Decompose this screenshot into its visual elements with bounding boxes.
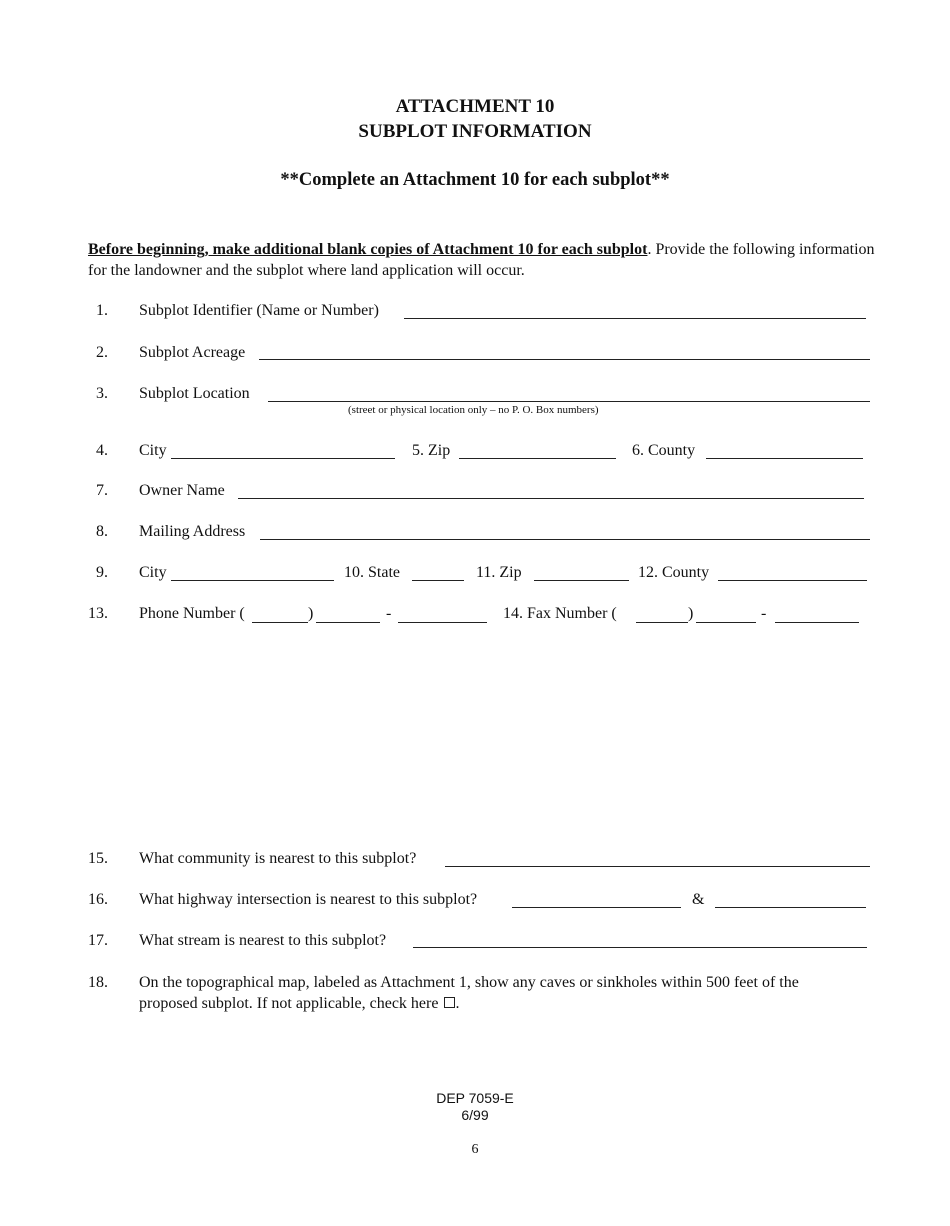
owner-county-field[interactable] bbox=[718, 580, 867, 581]
fax-line-field[interactable] bbox=[775, 622, 859, 623]
owner-county-label: 12. County bbox=[638, 564, 710, 581]
phone-line-field[interactable] bbox=[398, 622, 487, 623]
item-number-15: 15. bbox=[88, 850, 108, 867]
item-number-13: 13. bbox=[88, 605, 108, 622]
county-label: 6. County bbox=[632, 442, 696, 459]
ampersand: & bbox=[692, 891, 705, 908]
item-number-9: 9. bbox=[96, 564, 108, 581]
item-number-8: 8. bbox=[96, 523, 108, 540]
owner-name-label: Owner Name bbox=[139, 482, 225, 499]
subplot-acreage-label: Subplot Acreage bbox=[139, 344, 246, 361]
form-date: 6/99 bbox=[461, 1107, 489, 1123]
fax-paren-close: ) bbox=[688, 605, 694, 622]
subplot-identifier-field[interactable] bbox=[404, 318, 866, 319]
caves-instruction-line1: On the topographical map, labeled as Attachment 1, show any caves or sinkholes within 500 feet of the bbox=[139, 974, 799, 991]
item-number-7: 7. bbox=[96, 482, 108, 499]
item-number-16: 16. bbox=[88, 891, 108, 908]
highway-1-field[interactable] bbox=[512, 907, 681, 908]
item-number-1: 1. bbox=[96, 302, 108, 319]
intro-emphasis: Before beginning, make additional blank copies of Attachment 10 for each subplot bbox=[88, 241, 648, 258]
nearest-community-label: What community is nearest to this subplot? bbox=[139, 850, 417, 867]
page-title-line2: SUBPLOT INFORMATION bbox=[358, 121, 592, 142]
county-field[interactable] bbox=[706, 458, 863, 459]
caves-instruction-line2 bbox=[139, 995, 459, 1013]
intro-paragraph bbox=[88, 240, 878, 281]
form-id: DEP 7059-E bbox=[436, 1090, 514, 1106]
owner-zip-label: 11. Zip bbox=[476, 564, 522, 581]
owner-name-field[interactable] bbox=[238, 498, 864, 499]
nearest-stream-field[interactable] bbox=[413, 947, 867, 948]
owner-zip-field[interactable] bbox=[534, 580, 629, 581]
item-number-3: 3. bbox=[96, 385, 108, 402]
subplot-location-hint: (street or physical location only – no P. O. Box numbers) bbox=[348, 404, 599, 416]
fax-dash: - bbox=[761, 605, 767, 622]
city-field[interactable] bbox=[171, 458, 395, 459]
page-title-line1: ATTACHMENT 10 bbox=[395, 96, 555, 117]
state-field[interactable] bbox=[412, 580, 464, 581]
page-subtitle: **Complete an Attachment 10 for each subplot** bbox=[280, 170, 670, 190]
item-number-18: 18. bbox=[88, 974, 108, 991]
phone-dash: - bbox=[386, 605, 392, 622]
page-number: 6 bbox=[471, 1142, 479, 1157]
highway-intersection-label: What highway intersection is nearest to this subplot? bbox=[139, 891, 478, 908]
caves-instruction-end: . bbox=[455, 995, 460, 1012]
fax-number-label: 14. Fax Number ( bbox=[503, 605, 617, 622]
phone-area-code-field[interactable] bbox=[252, 622, 308, 623]
owner-city-field[interactable] bbox=[171, 580, 334, 581]
item-number-2: 2. bbox=[96, 344, 108, 361]
zip-label: 5. Zip bbox=[412, 442, 451, 459]
not-applicable-checkbox[interactable] bbox=[444, 997, 455, 1008]
subplot-location-label: Subplot Location bbox=[139, 385, 250, 402]
intro-text: . Provide the following information for the landowner and the subplot where land application will occur. bbox=[88, 241, 875, 279]
highway-2-field[interactable] bbox=[715, 907, 866, 908]
state-label: 10. State bbox=[344, 564, 400, 581]
mailing-address-field[interactable] bbox=[260, 539, 870, 540]
fax-area-code-field[interactable] bbox=[636, 622, 688, 623]
city-label: City bbox=[139, 442, 167, 459]
caves-instruction-text: proposed subplot. If not applicable, check here bbox=[139, 995, 439, 1012]
owner-city-label: City bbox=[139, 564, 167, 581]
mailing-address-label: Mailing Address bbox=[139, 523, 246, 540]
item-number-4: 4. bbox=[96, 442, 108, 459]
nearest-community-field[interactable] bbox=[445, 866, 870, 867]
subplot-acreage-field[interactable] bbox=[259, 359, 870, 360]
item-number-17: 17. bbox=[88, 932, 108, 949]
phone-prefix-field[interactable] bbox=[316, 622, 380, 623]
nearest-stream-label: What stream is nearest to this subplot? bbox=[139, 932, 387, 949]
zip-field[interactable] bbox=[459, 458, 616, 459]
fax-prefix-field[interactable] bbox=[696, 622, 756, 623]
phone-number-label: Phone Number ( bbox=[139, 605, 245, 622]
subplot-location-field[interactable] bbox=[268, 401, 870, 402]
phone-paren-close: ) bbox=[308, 605, 314, 622]
subplot-identifier-label: Subplot Identifier (Name or Number) bbox=[139, 302, 379, 319]
